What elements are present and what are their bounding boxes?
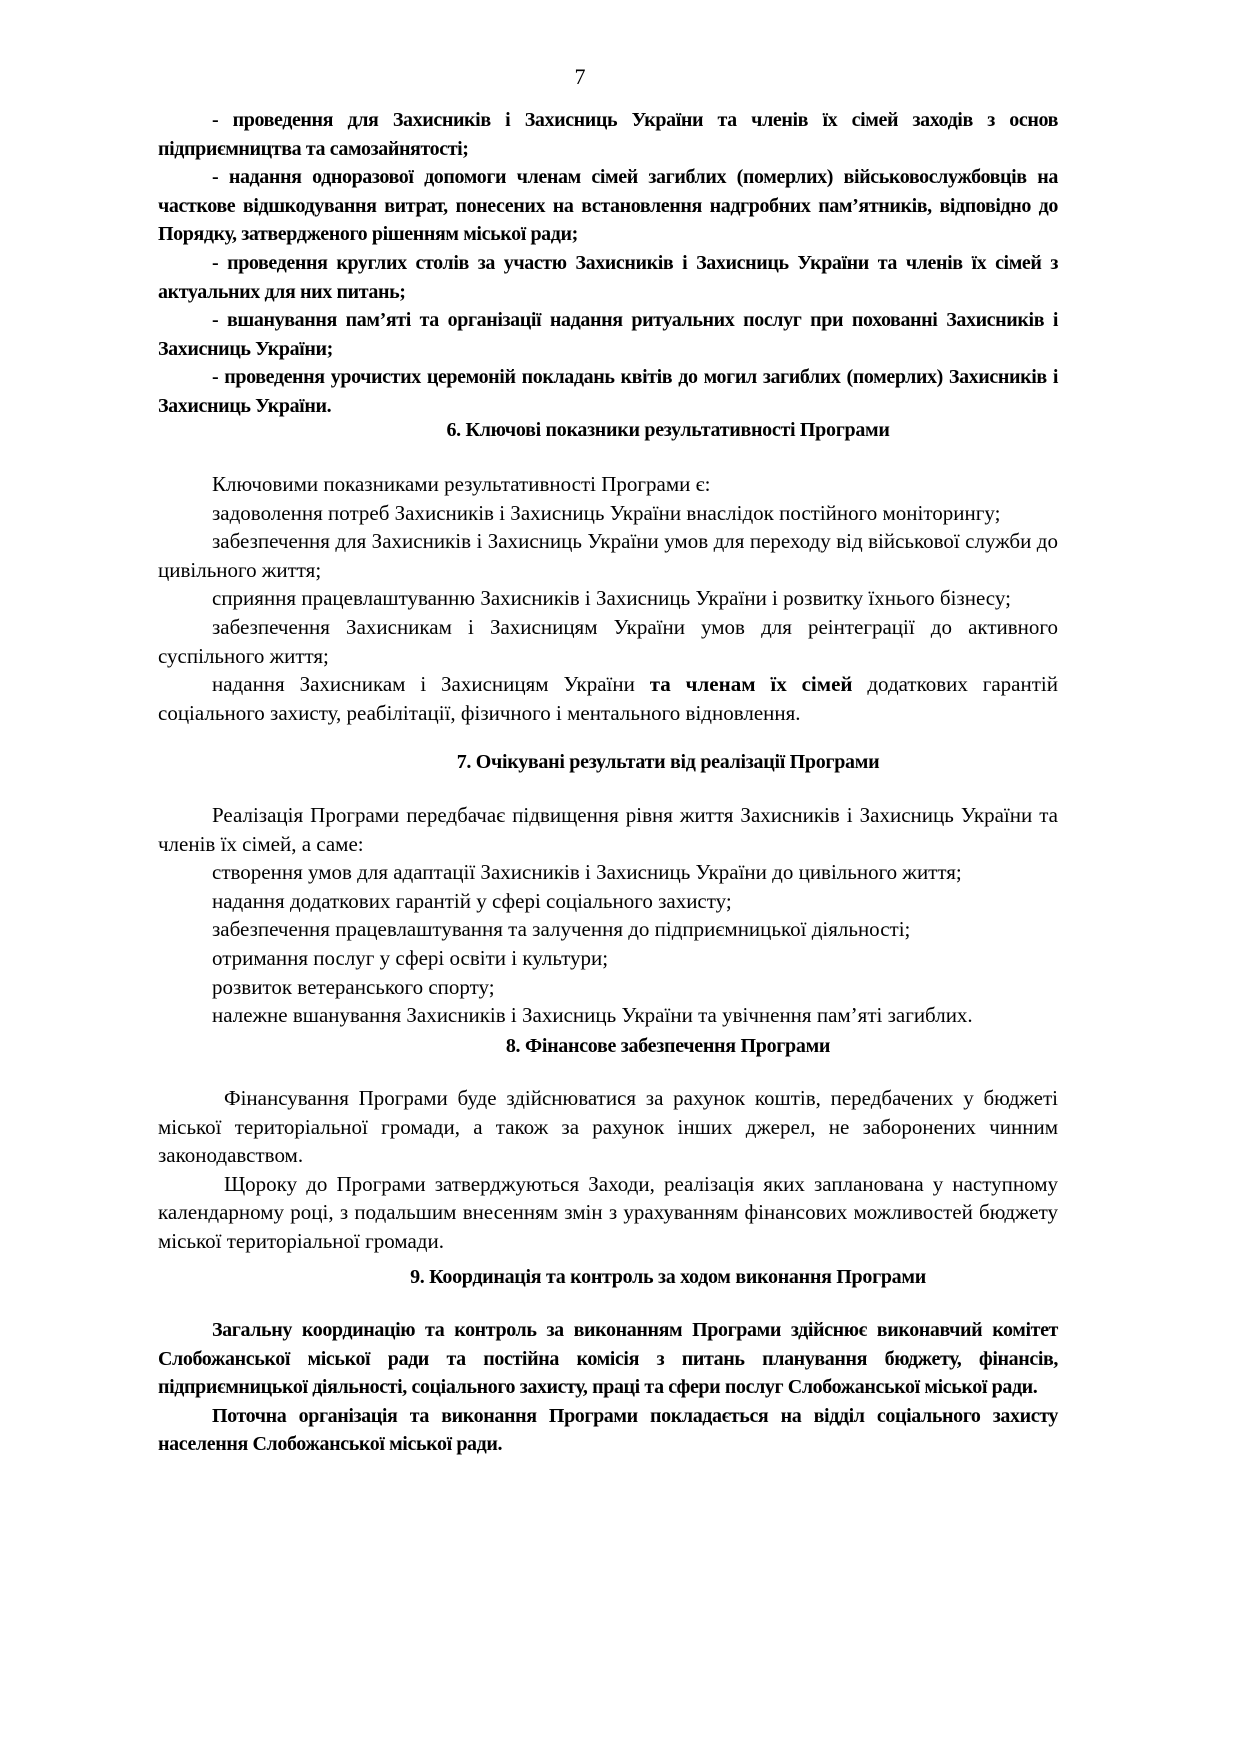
paragraph: Ключовими показниками результативності Програми є: [212, 472, 711, 496]
paragraph: розвиток ветеранського спорту; [212, 974, 495, 999]
paragraph: Фінансування Програми буде здійснюватися за рахунок коштів, передбачених у бюджеті міської територіальної громади, а також за рахунок інших джерел, не заборонених чинним законодавством. [158, 1086, 1058, 1168]
text: додаткових гарантій соціального захисту, реабілітації, фізичного і ментального відновлення. [158, 672, 1058, 725]
paragraph: забезпечення для Захисників і Захисниць України умов для переходу від військової служби до цивільного життя; [158, 529, 1058, 582]
list-item: - проведення урочистих церемоній покладань квітів до могил загиблих (померлих) Захисників і Захисниць України. [158, 366, 1058, 417]
paragraph: Загальну координацію та контроль за виконанням Програми здійснює виконавчий комітет Слобожанської міської ради та постійна комісія з питань планування бюджету, фінансів, підприємницької діяльності, соціального захисту, праці та сфери послуг Слобожанської міської ради. [158, 1319, 1058, 1399]
paragraph: отримання послуг у сфері освіти і культури; [212, 945, 609, 970]
section-heading: 7. Очікувані результати від реалізації Програми [456, 751, 880, 773]
section-8 [158, 1032, 1058, 1256]
paragraph: створення умов для адаптації Захисників і Захисниць України до цивільного життя; [212, 860, 962, 885]
paragraph: надання додаткових гарантій у сфері соціального захисту; [212, 888, 732, 913]
paragraph: Щороку до Програми затверджуються Заходи, реалізація яких запланована у наступному календарному році, з подальшим внесенням змін з урахуванням фінансових можливостей бюджету міської територіальної громади. [158, 1171, 1058, 1253]
text: надання Захисникам і Захисницям України [212, 672, 650, 697]
list-item: - вшанування пам’яті та організації надання ритуальних послуг при похованні Захисників і Захисниць України; [158, 309, 1058, 360]
paragraph: Поточна організація та виконання Програми покладається на відділ соціального захисту населення Слобожанської міської ради. [158, 1404, 1058, 1456]
section-6 [158, 416, 1058, 727]
bold-text: та членам їх сімей [649, 672, 853, 697]
section-9 [158, 1263, 1058, 1459]
list-item: - проведення для Захисників і Захисниць України та членів їх сімей заходів з основ підприємництва та самозайнятості; [158, 109, 1058, 160]
list-item: - надання одноразової допомоги членам сімей загиблих (померлих) військовослужбовців на часткове відшкодування витрат, понесених на встановлення надгробних пам’ятників, відповідно до Порядку, затвердженого рішенням міської ради; [158, 166, 1058, 246]
section-heading: 6. Ключові показники результативності Програми [446, 419, 890, 441]
page-number: 7 [574, 64, 586, 89]
section-heading: 8. Фінансове забезпечення Програми [505, 1035, 831, 1057]
list-item: - проведення круглих столів за участю Захисників і Захисниць України та членів їх сімей з актуальних для них питань; [158, 251, 1058, 303]
intro-list [158, 106, 1058, 421]
paragraph: належне вшанування Захисників і Захисниць України та увічнення пам’яті загиблих. [212, 1003, 973, 1028]
paragraph: сприяння працевлаштуванню Захисників і Захисниць України і розвитку їхнього бізнесу; [212, 586, 1011, 611]
paragraph: забезпечення Захисникам і Захисницям України умов для реінтеграції до активного суспільного життя; [158, 614, 1058, 668]
section-7 [158, 748, 1058, 1030]
paragraph: задоволення потреб Захисників і Захисниць України внаслідок постійного моніторингу; [212, 500, 1001, 525]
paragraph: Реалізація Програми передбачає підвищення рівня життя Захисників і Захисниць України та членів їх сімей, а саме: [158, 803, 1058, 856]
paragraph: забезпечення працевлаштування та залучення до підприємницької діяльності; [212, 917, 911, 942]
section-heading: 9. Координація та контроль за ходом виконання Програми [410, 1266, 926, 1288]
paragraph [158, 670, 1058, 727]
